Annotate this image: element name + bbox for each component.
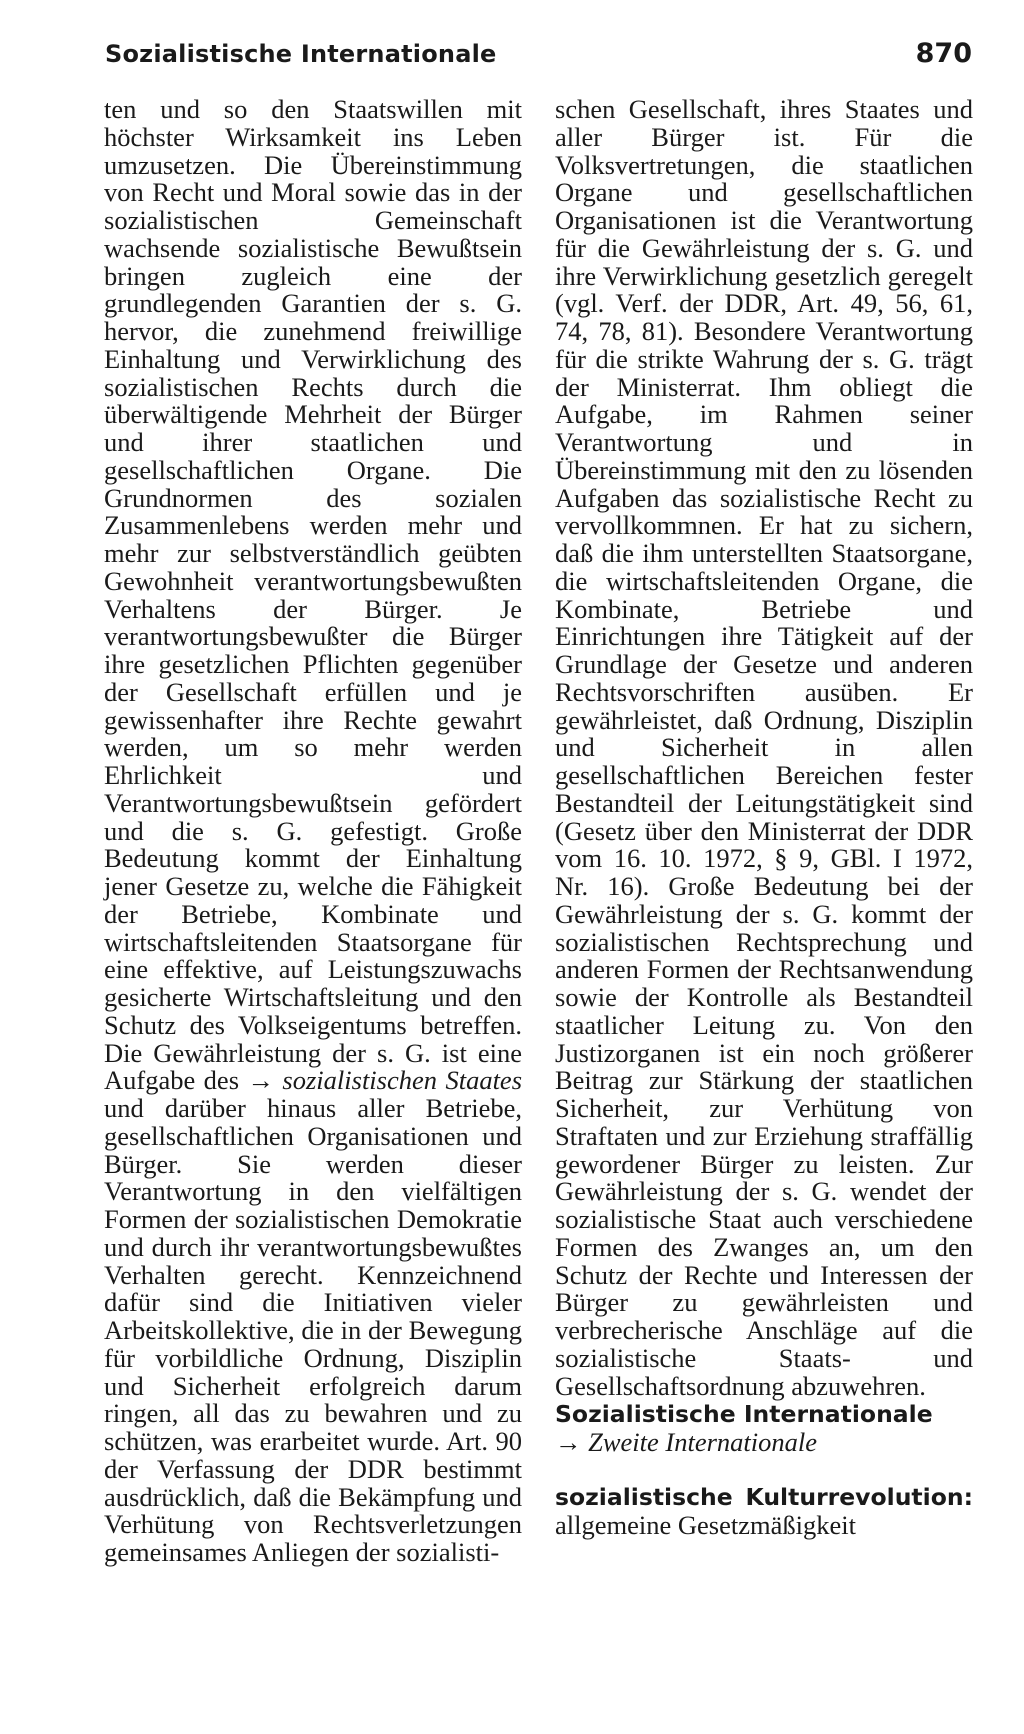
entry-headword: sozialistische Kulturrevolution: <box>555 1482 973 1511</box>
cross-reference-arrow: → <box>247 1065 274 1096</box>
right-column <box>555 96 973 1539</box>
cross-reference-arrow: → <box>555 1427 582 1457</box>
body-paragraph <box>104 96 522 1567</box>
dictionary-entry-kulturrevolution <box>555 1483 973 1540</box>
body-paragraph <box>555 96 973 1400</box>
paragraph-text-continued: und darüber hinaus aller Betriebe, gesellschaftlichen Organisationen und Bürger. Sie werden dieser Verantwortung in den vielfältigen Formen der sozialistischen Demokratie und durch ihr verantwortungsbewußtes Verhalten gerecht. Kennzeichnend dafür sind die Initiativen vieler Arbeitskollektive, die in der Bewegung für vorbildliche Ordnung, Disziplin und Sicherheit erfolgreich darum ringen, all das zu bewahren und zu schützen, was erarbeitet wurde. Art. 90 der Verfassung der DDR bestimmt ausdrücklich, daß die Bekämpfung und Verhütung von Rechtsverletzungen gemeinsames Anliegen der sozialisti- <box>104 1093 522 1567</box>
page-number: 870 <box>915 38 972 69</box>
left-column <box>104 96 522 1567</box>
cross-reference-link[interactable]: sozialistischen Staates <box>282 1065 523 1096</box>
paragraph-text: schen Gesellschaft, ihres Staates und aller Bürger ist. Für die Volksvertretungen, die staatlichen Organe und gesellschaftlichen Organisationen ist die Verantwortung für die Gewährleistung der s. G. und ihre Verwirklichung gesetzlich geregelt (vgl. Verf. der DDR, Art. 49, 56, 61, 74, 78, 81). Besondere Verantwortung für die strikte Wahrung der s. G. trägt der Ministerrat. Ihm obliegt die Aufgabe, im Rahmen seiner Verantwortung und in Übereinstimmung mit den zu lösenden Aufgaben das sozialistische Recht zu vervollkommnen. Er hat zu sichern, daß die ihm unterstellten Staatsorgane, die wirtschaftsleitenden Organe, die Kombinate, Betriebe und Einrichtungen ihre Tätigkeit auf der Grundlage der Gesetze und anderen Rechtsvorschriften ausüben. Er gewährleistet, daß Ordnung, Disziplin und Sicherheit in allen gesellschaftlichen Bereichen fester Bestandteil der Leitungstätigkeit sind (Gesetz über den Ministerrat der DDR vom 16. 10. 1972, § 9, GBl. I 1972, Nr. 16). Große Bedeutung bei der Gewährleistung der s. G. kommt der sozialistischen Rechtsprechung und anderen Formen der Rechtsanwendung sowie der Kontrolle als Bestandteil staatlicher Leitung zu. Von den Justizorganen ist ein noch größerer Beitrag zur Stärkung der staatlichen Sicherheit, zur Verhütung von Straftaten und zur Erziehung straffällig gewordener Bürger zu leisten. Zur Gewährleistung der s. G. wendet der sozialistische Staat auch verschiedene Formen des Zwanges an, um den Schutz der Rechte und Interessen der Bürger zu gewährleisten und verbrecherische Anschläge auf die sozialistische Staats- und Gesellschaftsordnung abzuwehren. <box>555 94 973 1401</box>
entry-headword: Sozialistische Internationale <box>555 1400 933 1429</box>
paragraph-text: ten und so den Staatswillen mit höchster Wirksamkeit ins Leben umzusetzen. Die Übereinstimmung von Recht und Moral sowie das in der sozialistischen Gemeinschaft wachsende sozialistische Bewußtsein bringen zugleich eine der grundlegenden Garantien der s. G. hervor, die zunehmend freiwillige Einhaltung und Verwirklichung des sozialistischen Rechts durch die überwältigende Mehrheit der Bürger und ihrer staatlichen und gesellschaftlichen Organe. Die Grundnormen des sozialen Zusammenlebens werden mehr und mehr zur selbstverständlich geübten Gewohnheit verantwortungsbewußten Verhaltens der Bürger. Je verantwortungsbewußter die Bürger ihre gesetzlichen Pflichten gegenüber der Gesellschaft erfüllen und je gewissenhafter ihre Rechte gewahrt werden, um so mehr werden Ehrlichkeit und Verantwortungsbewußtsein gefördert und die s. G. gefestigt. Große Bedeutung kommt der Einhaltung jener Gesetze zu, welche die Fähigkeit der Betriebe, Kombinate und wirtschaftsleitenden Staatsorgane für eine effektive, auf Leistungszuwachs gesicherte Wirtschaftsleitung und den Schutz des Volkseigentums betreffen. Die Gewährleistung der s. G. ist eine Aufgabe des <box>104 94 522 1096</box>
running-head: Sozialistische Internationale <box>105 40 497 68</box>
entry-definition: allgemeine Gesetzmäßigkeit <box>555 1509 856 1540</box>
cross-reference-link[interactable]: Zweite Internationale <box>588 1427 818 1457</box>
dictionary-entry-sozialistische-internationale <box>555 1400 973 1457</box>
